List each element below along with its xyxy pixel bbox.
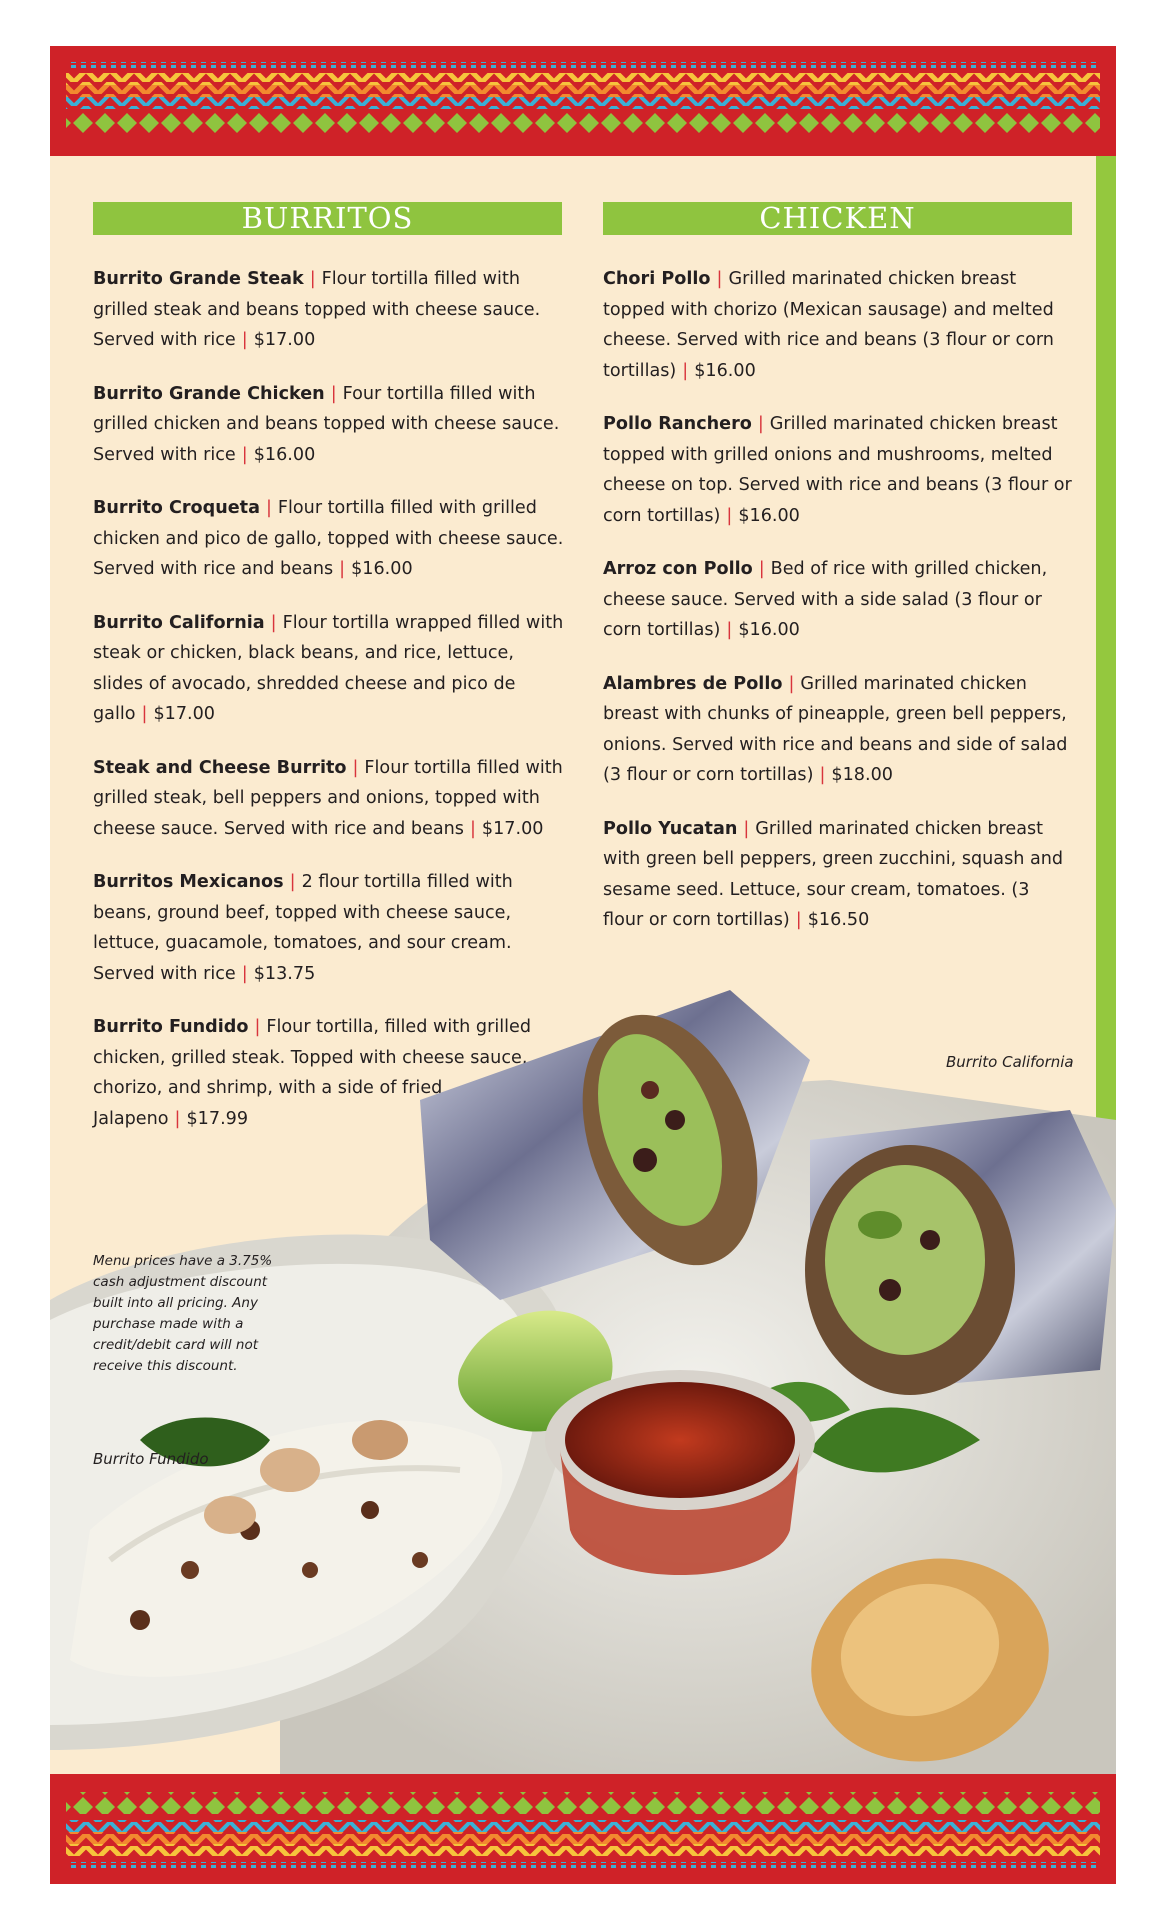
separator: | bbox=[339, 559, 346, 579]
menu-item-price: $13.75 bbox=[253, 963, 316, 984]
menu-item-name: Alambres de Pollo bbox=[603, 673, 783, 694]
menu-item-description: 2 flour tortilla filled with beans, ground beef, topped with cheese sauce, lettuce, guacamole, tomatoes, and sour cream. Served with rice bbox=[93, 872, 513, 984]
separator: | bbox=[330, 383, 337, 404]
separator: | bbox=[289, 872, 296, 892]
separator: | bbox=[795, 910, 802, 930]
menu-item bbox=[603, 264, 1073, 386]
separator: | bbox=[174, 1108, 181, 1129]
menu-item-name: Steak and Cheese Burrito bbox=[93, 757, 347, 778]
chicken-heading: CHICKEN bbox=[603, 202, 1072, 235]
separator: | bbox=[309, 269, 316, 289]
menu-item-name: Burrito Grande Chicken bbox=[93, 383, 325, 404]
menu-item-name: Pollo Ranchero bbox=[603, 414, 752, 434]
menu-item bbox=[93, 379, 568, 471]
menu-item-name: Burrito Croqueta bbox=[93, 498, 260, 518]
menu-item-description: Flour tortilla, filled with grilled chicken, grilled steak. Topped with cheese sauce, chorizo, and shrimp, with a side of fried Jalapeno bbox=[93, 1017, 531, 1129]
separator: | bbox=[241, 444, 248, 465]
top-decorative-band bbox=[50, 46, 1116, 156]
menu-item-description: Grilled marinated chicken breast with chunks of pineapple, green bell peppers, onions. Served with rice and beans and side of salad (3 flour or corn tortillas) bbox=[603, 673, 1068, 785]
menu-item-description: Grilled marinated chicken breast topped with chorizo (Mexican sausage) and melted cheese. Served with rice and beans (3 flour or corn tortillas) bbox=[603, 269, 1054, 381]
separator: | bbox=[241, 330, 248, 350]
separator: | bbox=[726, 620, 733, 640]
separator: | bbox=[141, 704, 148, 724]
separator: | bbox=[265, 498, 272, 518]
caption-burrito-california: Burrito California bbox=[946, 1053, 1074, 1071]
separator: | bbox=[241, 963, 248, 984]
menu-item-name: Burrito California bbox=[93, 612, 265, 633]
aztec-pattern-top bbox=[50, 46, 1116, 156]
separator: | bbox=[352, 757, 359, 778]
separator: | bbox=[716, 269, 723, 289]
menu-item-description: Flour tortilla filled with grilled steak and beans topped with cheese sauce. Served with rice bbox=[93, 269, 541, 350]
separator: | bbox=[743, 818, 750, 839]
menu-item-price: $17.99 bbox=[186, 1108, 249, 1129]
bottom-decorative-band bbox=[50, 1774, 1116, 1884]
separator: | bbox=[757, 414, 764, 434]
menu-item-price: $17.00 bbox=[253, 330, 316, 350]
separator: | bbox=[788, 673, 795, 694]
menu-item-name: Arroz con Pollo bbox=[603, 559, 753, 579]
menu-item-name: Burrito Grande Steak bbox=[93, 269, 304, 289]
menu-item-description: Bed of rice with grilled chicken, cheese sauce. Served with a side salad (3 flour or corn tortillas) bbox=[603, 559, 1048, 640]
menu-item-price: $16.00 bbox=[253, 444, 316, 465]
menu-item-price: $17.00 bbox=[153, 704, 215, 724]
menu-item-name: Pollo Yucatan bbox=[603, 818, 738, 839]
menu-item-name: Burrito Fundido bbox=[93, 1017, 249, 1037]
menu-item-description: Flour tortilla filled with grilled chicken and pico de gallo, topped with cheese sauce. Served with rice and beans bbox=[93, 498, 564, 579]
menu-item-price: $16.00 bbox=[738, 505, 800, 526]
menu-item bbox=[603, 554, 1073, 646]
menu-item-description: Grilled marinated chicken breast with green bell peppers, green zucchini, squash and sesame seed. Lettuce, sour cream, tomatoes. (3 flour or corn tortillas) bbox=[603, 818, 1064, 930]
menu-item-price: $16.00 bbox=[694, 360, 756, 381]
menu-item-price: $16.00 bbox=[351, 559, 413, 579]
separator: | bbox=[270, 612, 277, 633]
burritos-heading: BURRITOS bbox=[93, 202, 562, 235]
aztec-pattern-bottom bbox=[50, 1774, 1116, 1884]
menu-item-description: Four tortilla filled with grilled chicken and beans topped with cheese sauce. Served with rice bbox=[93, 383, 560, 465]
menu-item bbox=[93, 753, 568, 845]
menu-item-name: Burritos Mexicanos bbox=[93, 872, 284, 892]
menu-item-price: $16.50 bbox=[807, 910, 870, 930]
cash-discount-note: Menu prices have a 3.75% cash adjustment discount built into all pricing. Any purchase made with a credit/debit card will not receive this discount. bbox=[93, 1253, 273, 1374]
menu-item-description: Flour tortilla wrapped filled with steak or chicken, black beans, and rice, lettuce, slides of avocado, shredded cheese and pico de gallo bbox=[93, 612, 564, 724]
menu-item-name: Chori Pollo bbox=[603, 269, 711, 289]
separator: | bbox=[254, 1017, 261, 1037]
menu-item bbox=[93, 608, 568, 730]
separator: | bbox=[758, 559, 765, 579]
menu-item-price: $16.00 bbox=[738, 620, 800, 640]
menu-item bbox=[603, 669, 1073, 791]
menu-item bbox=[603, 814, 1073, 936]
menu-item bbox=[603, 409, 1073, 531]
menu-item-description: Flour tortilla filled with grilled steak, bell peppers and onions, topped with cheese sauce. Served with rice and beans bbox=[93, 757, 563, 839]
separator: | bbox=[682, 360, 689, 381]
menu-item bbox=[93, 264, 568, 356]
separator: | bbox=[469, 818, 476, 839]
chicken-list bbox=[603, 264, 1073, 959]
menu-item bbox=[93, 493, 568, 585]
menu-item-price: $17.00 bbox=[481, 818, 544, 839]
caption-burrito-fundido: Burrito Fundido bbox=[93, 1450, 209, 1468]
separator: | bbox=[726, 505, 733, 526]
menu-item-description: Grilled marinated chicken breast topped with grilled onions and mushrooms, melted cheese on top. Served with rice and beans (3 flour or corn tortillas) bbox=[603, 414, 1072, 526]
separator: | bbox=[819, 765, 826, 785]
menu-item-price: $18.00 bbox=[831, 765, 893, 785]
